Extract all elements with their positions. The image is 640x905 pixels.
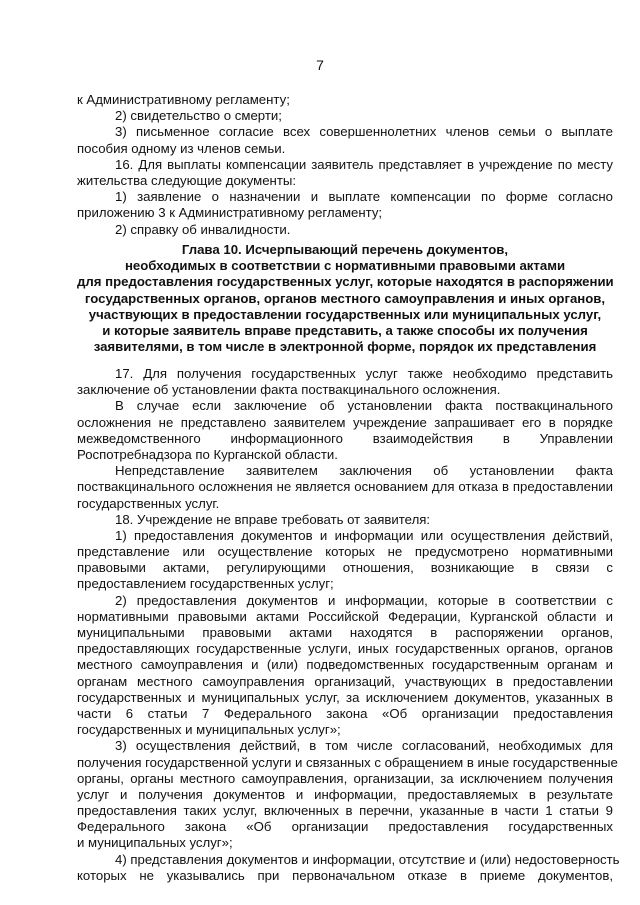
heading-line: для предоставления государственных услуг, которые находятся в распоряжении [77, 274, 614, 290]
text-line: предоставляющих государственные услуги, иных государственных органов, органов [77, 641, 613, 657]
text-line: 2) справку об инвалидности. [115, 221, 291, 237]
text-line: 1) предоставления документов и информации или осуществления действий, [115, 527, 613, 543]
text-line: государственных и муниципальных услуг»; [77, 722, 341, 738]
heading-line: заявителями, в том числе в электронной форме, порядок их представления [93, 339, 597, 355]
text-line: 2) свидетельство о смерти; [115, 108, 282, 124]
text-line: осложнения не представлено заявителем учреждение запрашивает его в порядке [77, 414, 613, 430]
page-number: 7 [316, 57, 324, 73]
text-line: поствакцинального осложнения не является основанием для отказа в предоставлении [77, 479, 613, 495]
text-line: муниципальными правовыми актами находятся в распоряжении органов, [77, 625, 613, 640]
text-line: В случае если заключение об установлении факта поствакцинального [115, 398, 613, 414]
text-line: к Административному регламенту; [77, 92, 290, 107]
text-line: части 6 статьи 7 Федерального закона «Об организации предоставления [77, 705, 613, 721]
heading-line: и которые заявитель вправе представить, а также способы их получения [102, 322, 588, 338]
text-line: 1) заявление о назначении и выплате компенсации по форме согласно [115, 189, 613, 205]
text-line: межведомственного информационного взаимодействия в Управлении [77, 430, 613, 446]
text-line: органам местного самоуправления организаций, участвующих в предоставлении [77, 673, 613, 689]
text-line: органы, органы местного самоуправления, организации, за исключением получения [77, 770, 613, 786]
text-line: которых не указывались при первоначальном отказе в приеме документов, [77, 867, 613, 883]
text-line: предоставления таких услуг, включенных в перечни, указанные в части 1 статьи 9 [77, 803, 613, 819]
paragraphs-section-2 [77, 366, 620, 884]
heading-line: Глава 10. Исчерпывающий перечень документов, [181, 242, 509, 257]
text-line: 4) представления документов и информации, отсутствие и (или) недостоверность [115, 851, 620, 867]
heading-line: необходимых в соответствии с нормативными правовыми актами [124, 258, 566, 274]
text-line: Роспотребнадзора по Курганской области. [77, 446, 338, 462]
heading-line: государственных органов, органов местного самоуправления и иных органов, [84, 290, 606, 306]
text-line: Федерального закона «Об организации предоставления государственных [77, 819, 613, 835]
text-line: пособия одному из членов семьи. [77, 140, 286, 156]
text-line: 2) предоставления документов и информации, которые в соответствии с [115, 592, 613, 608]
text-line: заключение об установлении факта поствакцинального осложнения. [77, 382, 501, 398]
text-line: предоставлением государственных услуг; [77, 576, 334, 592]
heading-line: участвующих в предоставлении государственных или муниципальных услуг, [88, 306, 602, 322]
text-line: государственных и муниципальных услуг, за исключением документов, указанных в [77, 689, 613, 705]
paragraphs-section-1 [77, 92, 613, 238]
text-line: 16. Для выплаты компенсации заявитель представляет в учреждение по месту [115, 156, 613, 172]
text-line: нормативными правовыми актами Российской Федерации, Курганской области и [77, 608, 613, 624]
text-line: представление или осуществление которых не предусмотрено нормативными [77, 544, 613, 560]
text-line: 17. Для получения государственных услуг также необходимо представить [115, 366, 613, 381]
text-line: 3) письменное согласие всех совершеннолетних членов семьи о выплате [115, 124, 613, 140]
text-line: услуг и получения документов и информации, предоставляемых в результате [77, 786, 613, 802]
text-line: правовыми актами, регулирующими отношения, возникающие в связи с [77, 560, 613, 576]
text-line: жительства следующие документы: [77, 172, 297, 188]
text-line: государственных услуг. [77, 495, 220, 511]
text-line: местного самоуправления и (или) подведомственных государственным органам и [77, 657, 613, 673]
text-line: получения государственной услуги и связанных с обращением в иные государственные [77, 754, 618, 770]
text-line: и муниципальных услуг»; [77, 835, 233, 851]
text-line: 3) осуществления действий, в том числе согласований, необходимых для [115, 738, 613, 754]
chapter-heading [77, 242, 613, 355]
text-line: Непредставление заявителем заключения об установлении факта [115, 463, 613, 479]
text-line: 18. Учреждение не вправе требовать от заявителя: [115, 511, 431, 527]
text-line: приложению 3 к Административному регламенту; [77, 205, 383, 221]
